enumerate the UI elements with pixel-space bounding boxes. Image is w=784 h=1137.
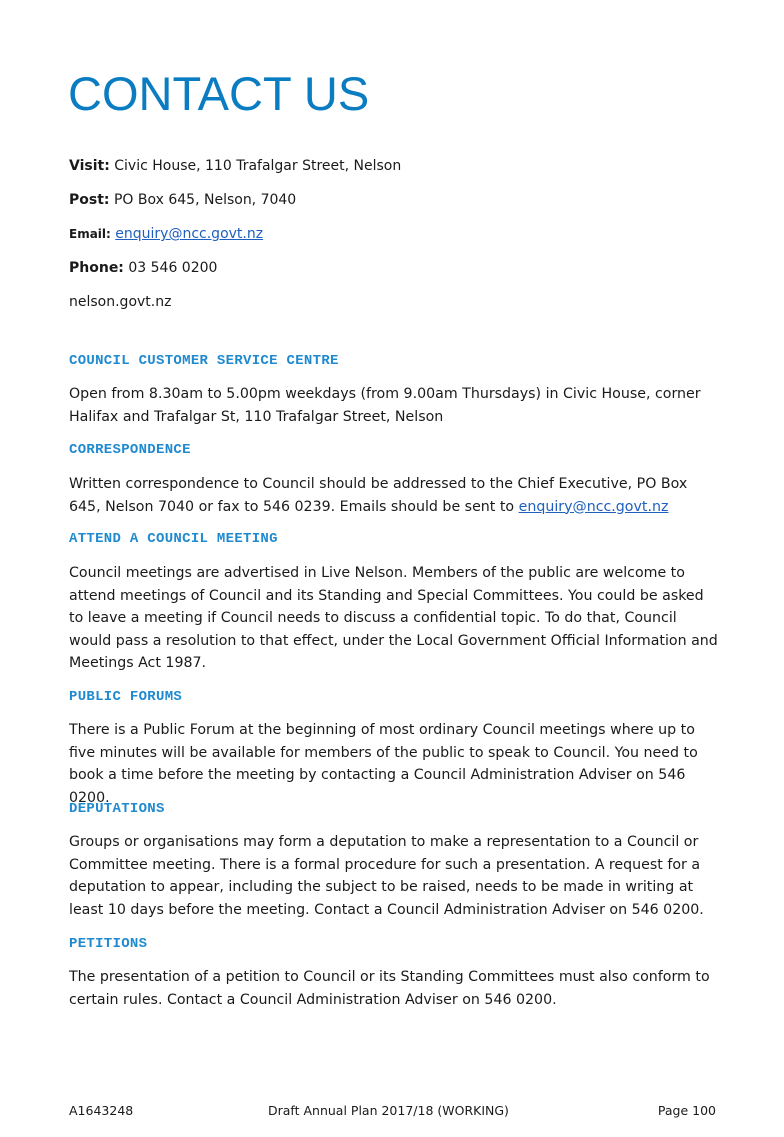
website-line: nelson.govt.nz — [69, 294, 172, 310]
page-title: CONTACT US — [68, 67, 370, 120]
deputations-body: Groups or organisations may form a deputation to make a representation to a Council or Committee meeting. There is a formal procedure for such a presentation. A request for a deputation to appear, including the subject to be raised, needs to be made in writing at least 10 days before the meeting. Contact a Council Administration Adviser on 546 0200. — [69, 834, 704, 918]
post-line — [69, 190, 719, 210]
post-label: Post: — [69, 192, 110, 208]
correspondence-body — [69, 473, 721, 518]
visit-value: Civic House, 110 Trafalgar Street, Nelson — [114, 158, 402, 174]
heading-customer-service: COUNCIL CUSTOMER SERVICE CENTRE — [69, 353, 339, 369]
heading-correspondence: CORRESPONDENCE — [69, 442, 191, 458]
heading-deputations: DEPUTATIONS — [69, 801, 165, 817]
email-label: Email: — [69, 227, 111, 241]
correspondence-email-link[interactable]: enquiry@ncc.govt.nz — [518, 498, 669, 515]
correspondence-text: Written correspondence to Council should be addressed to the Chief Executive, PO Box 645, Nelson 7040 or fax to 546 0239. Emails should be sent to — [69, 476, 688, 515]
heading-petitions: PETITIONS — [69, 936, 148, 952]
footer-doc-id: A1643248 — [69, 1103, 134, 1118]
heading-public-forums: PUBLIC FORUMS — [69, 689, 183, 705]
public-forums-body: There is a Public Forum at the beginning of most ordinary Council meetings where up to five minutes will be available for members of the public to speak to Council. You need to book a time before the meeting by contacting a Council Administration Adviser on 546 0200. — [69, 722, 698, 806]
customer-service-body: Open from 8.30am to 5.00pm weekdays (from 9.00am Thursdays) in Civic House, corner Halifax and Trafalgar St, 110 Trafalgar Street, Nelson — [69, 386, 701, 425]
attend-meeting-body: Council meetings are advertised in Live Nelson. Members of the public are welcome to attend meetings of Council and its Standing and Special Committees. You could be asked to leave a meeting if Council needs to discuss a confidential topic. To do that, Council would pass a resolution to that effect, under the Local Government Official Information and Meetings Act 1987. — [69, 565, 718, 671]
heading-attend-meeting: ATTEND A COUNCIL MEETING — [69, 531, 278, 547]
visit-label: Visit: — [69, 158, 110, 174]
post-value: PO Box 645, Nelson, 7040 — [113, 192, 297, 208]
phone-label: Phone: — [69, 260, 124, 276]
phone-value: 03 546 0200 — [128, 260, 218, 276]
email-link[interactable]: enquiry@ncc.govt.nz — [115, 226, 264, 242]
footer-page-number: Page 100 — [657, 1103, 716, 1118]
email-line — [69, 224, 719, 244]
visit-line — [69, 156, 719, 176]
petitions-body: The presentation of a petition to Council or its Standing Committees must also conform to certain rules. Contact a Council Administration Adviser on 546 0200. — [69, 969, 710, 1008]
footer-doc-title: Draft Annual Plan 2017/18 (WORKING) — [268, 1103, 509, 1118]
phone-line — [69, 258, 719, 278]
